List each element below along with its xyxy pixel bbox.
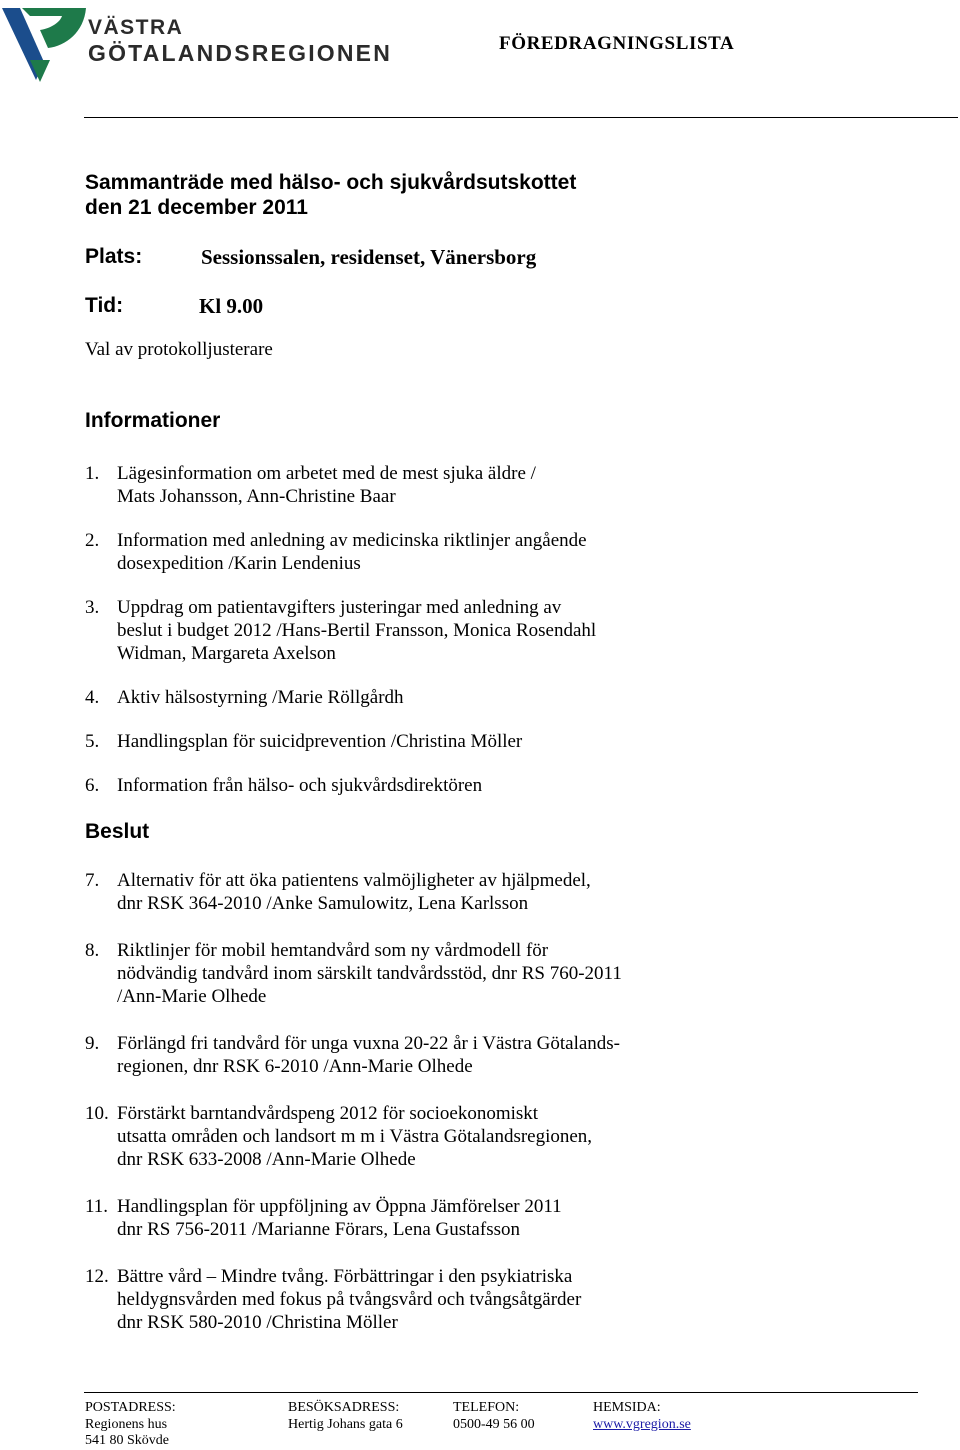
agenda-item: [85, 1032, 885, 1078]
agenda-item-line: Aktiv hälsostyrning /Marie Röllgårdh: [117, 687, 404, 708]
agenda-item-number: 6.: [85, 775, 100, 796]
footer-besoksadress: [288, 1400, 403, 1433]
agenda-item: [85, 939, 885, 1008]
agenda-item-text: [117, 1195, 677, 1241]
time-label: Tid:: [85, 294, 124, 317]
agenda-item-line: Förlängd fri tandvård för unga vuxna 20-22 år i Västra Götalands-: [117, 1033, 621, 1054]
agenda-item-number: 1.: [85, 463, 100, 484]
agenda-item-number: 12.: [85, 1266, 109, 1287]
footer-postadress-line2: 541 80 Skövde: [85, 1433, 169, 1448]
agenda-item-text: [117, 462, 677, 508]
vgr-logo-mark-icon: [0, 2, 90, 84]
agenda-item-line: Handlingsplan för uppföljning av Öppna Jämförelser 2011: [117, 1196, 562, 1217]
agenda-item-line: dosexpedition /Karin Lendenius: [117, 553, 361, 574]
footer-telefon-label: TELEFON:: [453, 1400, 520, 1415]
footer-besoksadress-label: BESÖKSADRESS:: [288, 1400, 400, 1415]
agenda-item: [85, 869, 885, 915]
agenda-item-line: Mats Johansson, Ann-Christine Baar: [117, 486, 396, 507]
agenda-item-text: [117, 730, 677, 753]
agenda-item-line: dnr RS 756-2011 /Marianne Förars, Lena Gustafsson: [117, 1219, 520, 1240]
logo-wordmark-line1: VÄSTRA: [88, 16, 184, 39]
agenda-item-line: dnr RSK 364-2010 /Anke Samulowitz, Lena Karlsson: [117, 893, 529, 914]
time-row: [85, 294, 885, 320]
place-value: Sessionssalen, residenset, Vänersborg: [201, 245, 537, 269]
agenda-item-line: /Ann-Marie Olhede: [117, 986, 267, 1007]
agenda-item-text: [117, 529, 677, 575]
agenda-item-text: [117, 596, 677, 665]
footer-divider: [84, 1392, 918, 1393]
informationer-list: [85, 462, 885, 797]
agenda-item-number: 5.: [85, 731, 100, 752]
footer-hemsida: [593, 1400, 691, 1433]
footer-telefon-value: 0500-49 56 00: [453, 1416, 535, 1432]
beslut-list: [85, 869, 885, 1334]
agenda-item-line: Handlingsplan för suicidprevention /Christina Möller: [117, 731, 523, 752]
vgr-logo: [0, 2, 393, 84]
agenda-item: [85, 774, 885, 797]
agenda-item: [85, 686, 885, 709]
agenda-item-line: nödvändig tandvård inom särskilt tandvårdsstöd, dnr RS 760-2011: [117, 963, 622, 984]
logo-wordmark-line2: GÖTALANDSREGIONEN: [88, 40, 393, 66]
agenda-item-text: [117, 869, 677, 915]
agenda-item-line: Riktlinjer för mobil hemtandvård som ny vårdmodell för: [117, 940, 549, 961]
footer-hemsida-link[interactable]: www.vgregion.se: [593, 1416, 691, 1432]
footer-telefon: [453, 1400, 535, 1433]
header-divider: [84, 117, 958, 118]
agenda-item-line: Bättre vård – Mindre tvång. Förbättringar i den psykiatriska: [117, 1266, 573, 1287]
agenda-item-text: [117, 939, 677, 1008]
agenda-item: [85, 730, 885, 753]
agenda-item-text: [117, 1102, 677, 1171]
section-informationer: Informationer: [85, 409, 221, 432]
agenda-item-number: 3.: [85, 597, 100, 618]
agenda-item-line: Förstärkt barntandvårdspeng 2012 för socioekonomiskt: [117, 1103, 539, 1124]
agenda-item-text: [117, 1265, 677, 1334]
agenda-item: [85, 462, 885, 508]
meeting-date: den 21 december 2011: [85, 196, 308, 219]
agenda-item-line: Lägesinformation om arbetet med de mest sjuka äldre /: [117, 463, 536, 484]
footer-postadress-label: POSTADRESS:: [85, 1400, 176, 1415]
agenda-item-number: 7.: [85, 870, 100, 891]
agenda-item-line: heldygnsvården med fokus på tvångsvård och tvångsåtgärder: [117, 1289, 582, 1310]
meeting-title: [85, 170, 885, 220]
footer-besoksadress-value: Hertig Johans gata 6: [288, 1416, 403, 1432]
agenda-item-number: 11.: [85, 1196, 109, 1217]
agenda-item-line: beslut i budget 2012 /Hans-Bertil Fransson, Monica Rosendahl: [117, 620, 597, 641]
agenda-item-number: 9.: [85, 1033, 100, 1054]
agenda-item-line: Information med anledning av medicinska riktlinjer angående: [117, 530, 587, 551]
time-value: Kl 9.00: [199, 294, 264, 318]
adjusters-line: Val av protokolljusterare: [85, 339, 273, 360]
agenda-item-line: Alternativ för att öka patientens valmöjligheter av hjälpmedel,: [117, 870, 591, 891]
agenda-item: [85, 1265, 885, 1334]
agenda-item-number: 2.: [85, 530, 100, 551]
agenda-item-text: [117, 686, 677, 709]
agenda-item-text: [117, 774, 677, 797]
footer-hemsida-label: HEMSIDA:: [593, 1400, 661, 1415]
agenda-item-number: 8.: [85, 940, 100, 961]
agenda-item: [85, 529, 885, 575]
document-type: FÖREDRAGNINGSLISTA: [499, 33, 735, 54]
agenda-item: [85, 596, 885, 665]
agenda-item-number: 4.: [85, 687, 100, 708]
agenda-item: [85, 1195, 885, 1241]
agenda-item-number: 10.: [85, 1103, 109, 1124]
footer-postadress-line1: Regionens hus: [85, 1416, 168, 1432]
agenda-item-text: [117, 1032, 677, 1078]
meeting-title-line1: Sammanträde med hälso- och sjukvårdsutskottet: [85, 171, 577, 194]
agenda-item-line: Widman, Margareta Axelson: [117, 643, 336, 664]
agenda-item-line: Information från hälso- och sjukvårdsdirektören: [117, 775, 483, 796]
place-row: [85, 245, 885, 271]
footer-postadress: [85, 1400, 176, 1450]
agenda-item: [85, 1102, 885, 1171]
section-beslut: Beslut: [85, 820, 150, 843]
agenda-item-line: utsatta områden och landsort m m i Västra Götalandsregionen,: [117, 1126, 593, 1147]
agenda-item-line: dnr RSK 633-2008 /Ann-Marie Olhede: [117, 1149, 416, 1170]
place-label: Plats:: [85, 245, 143, 268]
agenda-content: [85, 170, 885, 1334]
agenda-item-line: Uppdrag om patientavgifters justeringar med anledning av: [117, 597, 562, 618]
agenda-item-line: dnr RSK 580-2010 /Christina Möller: [117, 1312, 398, 1333]
agenda-item-line: regionen, dnr RSK 6-2010 /Ann-Marie Olhede: [117, 1056, 473, 1077]
